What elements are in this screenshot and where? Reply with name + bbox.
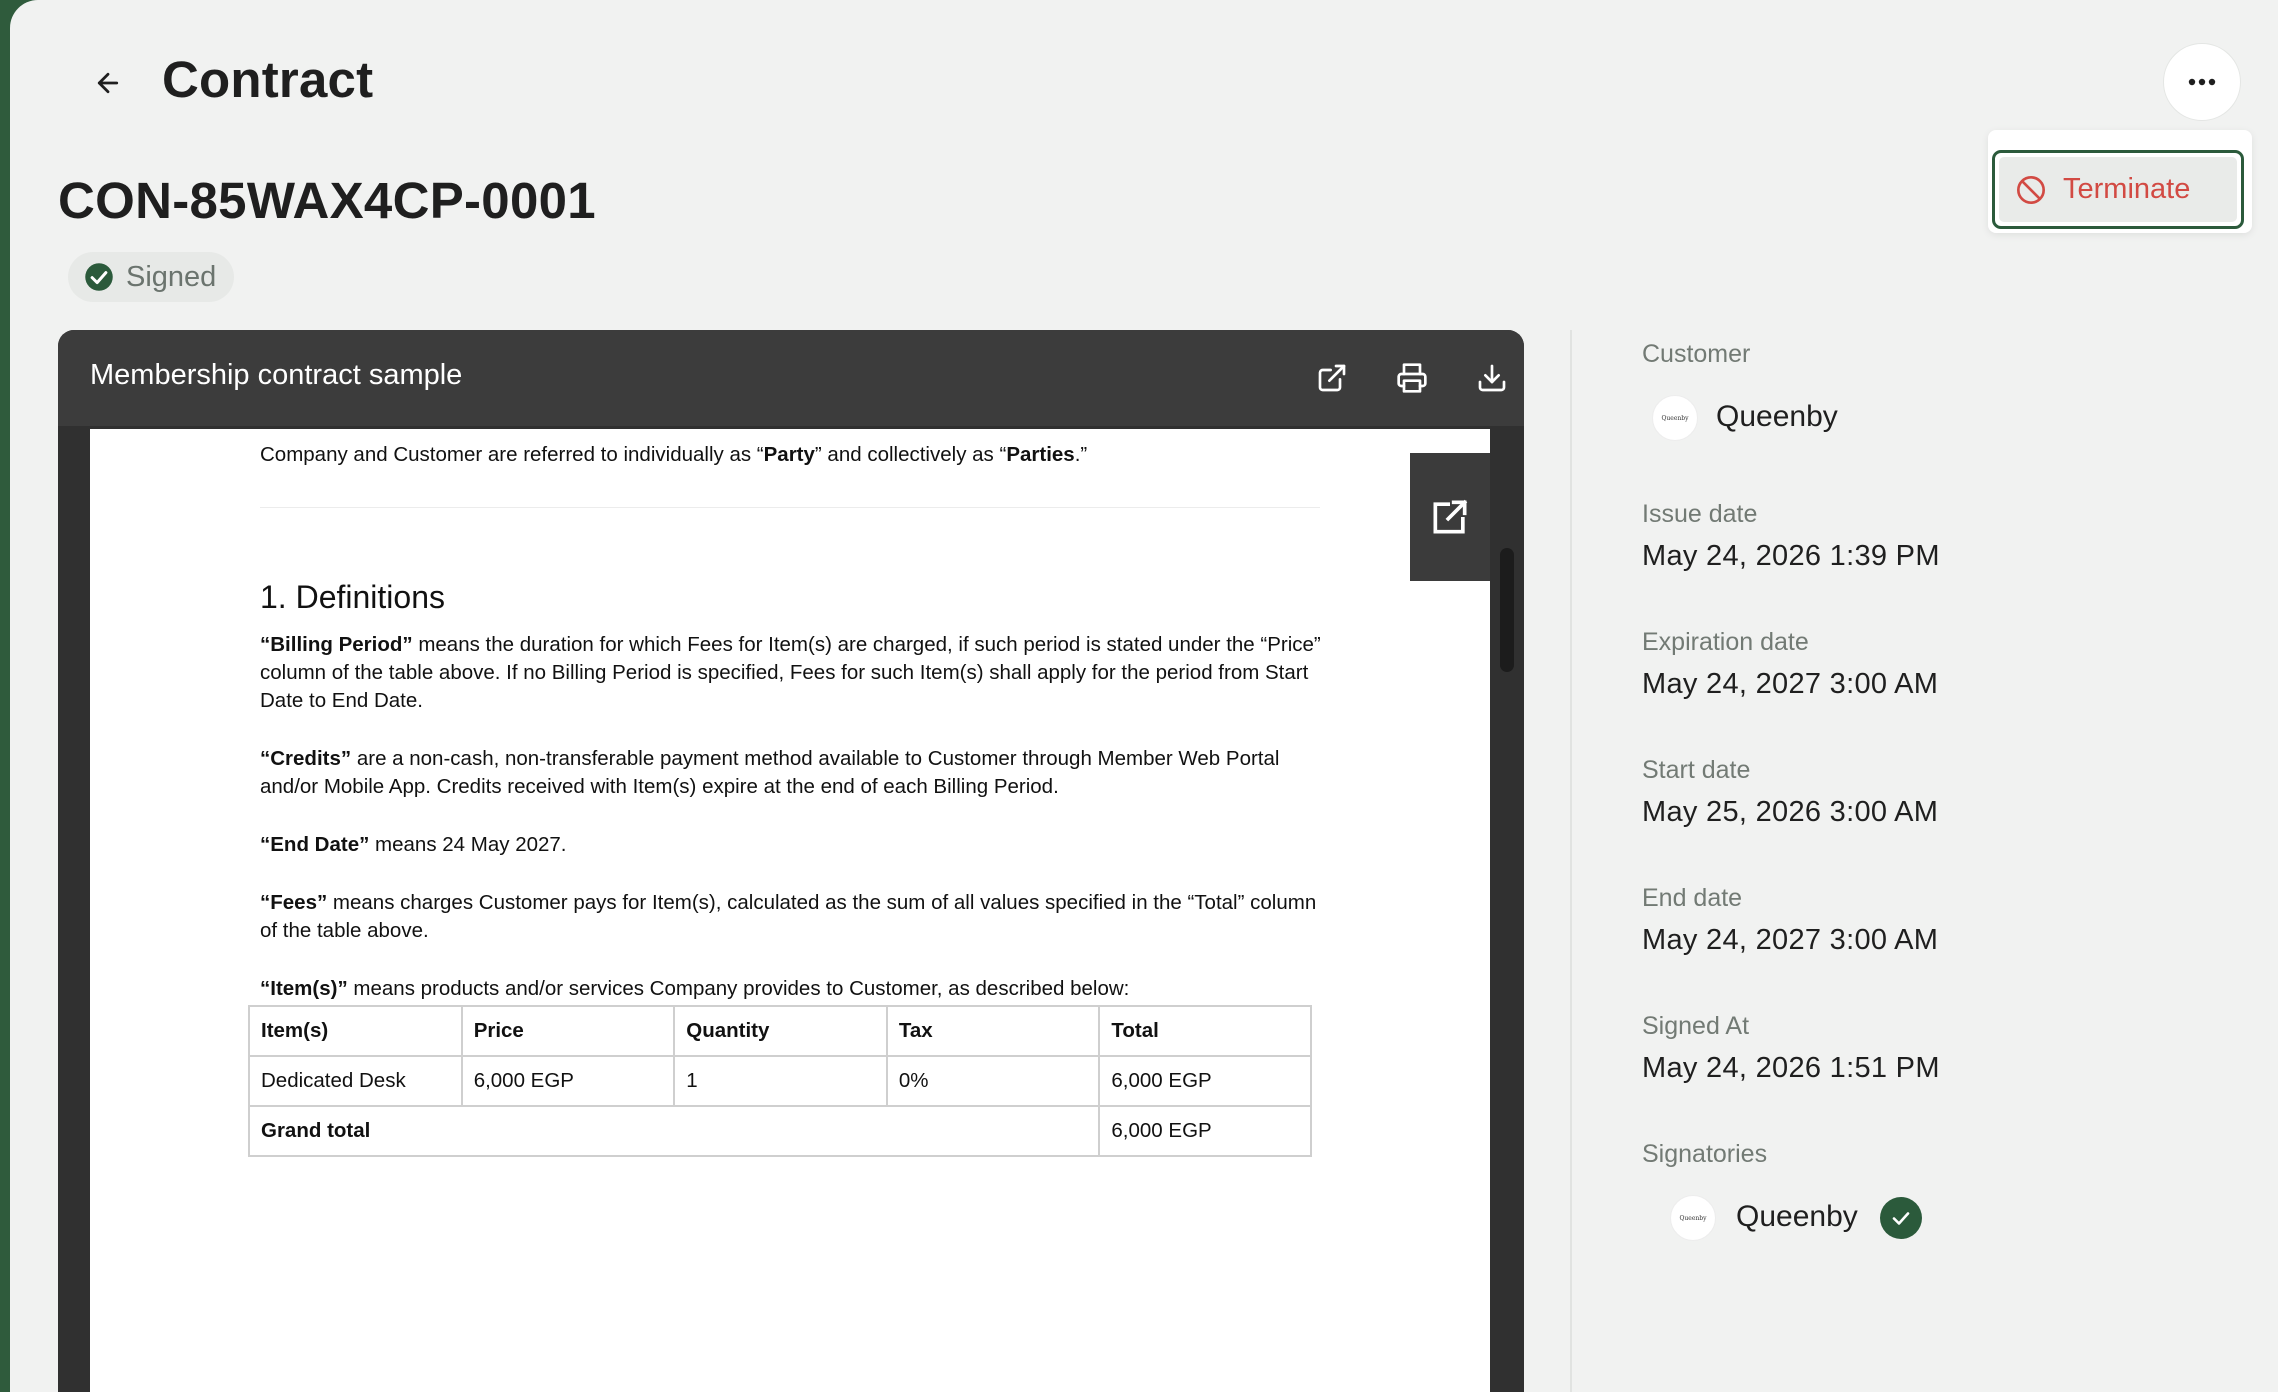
definition-items: “Item(s)” means products and/or services Company provides to Customer, as described below: bbox=[260, 977, 1130, 1000]
definition-fees: “Fees” means charges Customer pays for Item(s), calculated as the sum of all values specified in the “Total” column of the table above. bbox=[260, 891, 1317, 942]
check-icon bbox=[1889, 1206, 1913, 1230]
open-external-button[interactable] bbox=[1308, 354, 1356, 402]
table-header: Total bbox=[1099, 1006, 1311, 1056]
items-table bbox=[248, 1005, 1312, 1157]
end-date-value: May 24, 2027 3:00 AM bbox=[1642, 924, 1939, 956]
document-scrollbar[interactable] bbox=[1500, 548, 1514, 672]
arrow-left-icon bbox=[93, 68, 123, 98]
grand-total-label: Grand total bbox=[249, 1106, 1099, 1156]
signatory-name[interactable]: Queenby bbox=[1736, 1200, 1858, 1233]
print-button[interactable] bbox=[1388, 354, 1436, 402]
contract-id: CON-85WAX4CP-0001 bbox=[58, 172, 596, 229]
table-cell: 6,000 EGP bbox=[462, 1056, 675, 1106]
definition-credits: “Credits” are a non-cash, non-transferable payment method available to Customer through Member Web Portal and/or Mobile App. Credits received with Item(s) expire at the end of each Billing Period. bbox=[260, 747, 1280, 798]
more-options-button[interactable] bbox=[2163, 43, 2241, 121]
open-external-icon bbox=[1316, 362, 1348, 394]
table-header: Quantity bbox=[674, 1006, 887, 1056]
status-label: Signed bbox=[126, 260, 217, 293]
table-cell: 6,000 EGP bbox=[1099, 1056, 1311, 1106]
document-page bbox=[90, 429, 1490, 1392]
signed-at-value: May 24, 2026 1:51 PM bbox=[1642, 1052, 1940, 1084]
table-header: Price bbox=[462, 1006, 675, 1056]
start-date-label: Start date bbox=[1642, 756, 1751, 784]
more-horizontal-icon bbox=[2187, 77, 2217, 87]
popout-button[interactable] bbox=[1410, 453, 1490, 581]
customer-label: Customer bbox=[1642, 340, 1751, 368]
document-title: Membership contract sample bbox=[90, 359, 463, 391]
customer-name[interactable]: Queenby bbox=[1716, 400, 1838, 433]
signatory-signed-badge bbox=[1880, 1197, 1922, 1239]
start-date-value: May 25, 2026 3:00 AM bbox=[1642, 796, 1939, 828]
terminate-button[interactable] bbox=[1999, 157, 2237, 222]
section-title: 1. Definitions bbox=[260, 579, 445, 615]
print-icon bbox=[1396, 362, 1428, 394]
signatory-logo: Queenby bbox=[1679, 1214, 1707, 1222]
signatories-label: Signatories bbox=[1642, 1140, 1768, 1168]
viewer-toolbar bbox=[58, 330, 1524, 426]
definition-end-date: “End Date” means 24 May 2027. bbox=[260, 833, 567, 856]
table-cell: 1 bbox=[674, 1056, 887, 1106]
signed-at-label: Signed At bbox=[1642, 1012, 1750, 1040]
document-viewer bbox=[58, 330, 1524, 1392]
grand-total-value: 6,000 EGP bbox=[1099, 1106, 1311, 1156]
download-icon bbox=[1476, 362, 1508, 394]
expiration-date-value: May 24, 2027 3:00 AM bbox=[1642, 668, 1939, 700]
download-button[interactable] bbox=[1468, 354, 1516, 402]
signatory-avatar bbox=[1670, 1195, 1716, 1241]
table-header-row bbox=[249, 1006, 1311, 1056]
check-circle-icon bbox=[84, 262, 114, 292]
table-header: Tax bbox=[887, 1006, 1100, 1056]
issue-date-label: Issue date bbox=[1642, 500, 1758, 528]
issue-date-value: May 24, 2026 1:39 PM bbox=[1642, 540, 1940, 572]
customer-logo: Queenby bbox=[1661, 414, 1689, 422]
options-menu bbox=[1988, 130, 2252, 233]
parties-line: Company and Customer are referred to individually as “Party” and collectively as “Parties.” bbox=[260, 443, 1088, 466]
contract-page bbox=[10, 0, 2278, 1392]
ban-icon bbox=[2015, 174, 2047, 206]
page-title: Contract bbox=[162, 51, 374, 108]
expiration-date-label: Expiration date bbox=[1642, 628, 1809, 656]
grand-total-row bbox=[249, 1106, 1311, 1156]
table-header: Item(s) bbox=[249, 1006, 462, 1056]
panel-divider bbox=[1570, 330, 1572, 1392]
customer-avatar bbox=[1652, 395, 1698, 441]
back-button[interactable] bbox=[80, 55, 136, 111]
definition-billing-period: “Billing Period” means the duration for which Fees for Item(s) are charged, if such period is stated under the “Price” column of the table above. If no Billing Period is specified, Fees for such Item(s) shall apply for the period from Start Date to End Date. bbox=[260, 633, 1321, 712]
table-cell: Dedicated Desk bbox=[249, 1056, 462, 1106]
table-cell: 0% bbox=[887, 1056, 1100, 1106]
table-row bbox=[249, 1056, 1311, 1106]
end-date-label: End date bbox=[1642, 884, 1743, 912]
open-in-new-icon bbox=[1428, 495, 1472, 539]
section-divider bbox=[260, 507, 1320, 508]
status-badge bbox=[68, 252, 234, 302]
terminate-menu-item[interactable] bbox=[1992, 150, 2244, 229]
terminate-label: Terminate bbox=[2063, 173, 2191, 205]
